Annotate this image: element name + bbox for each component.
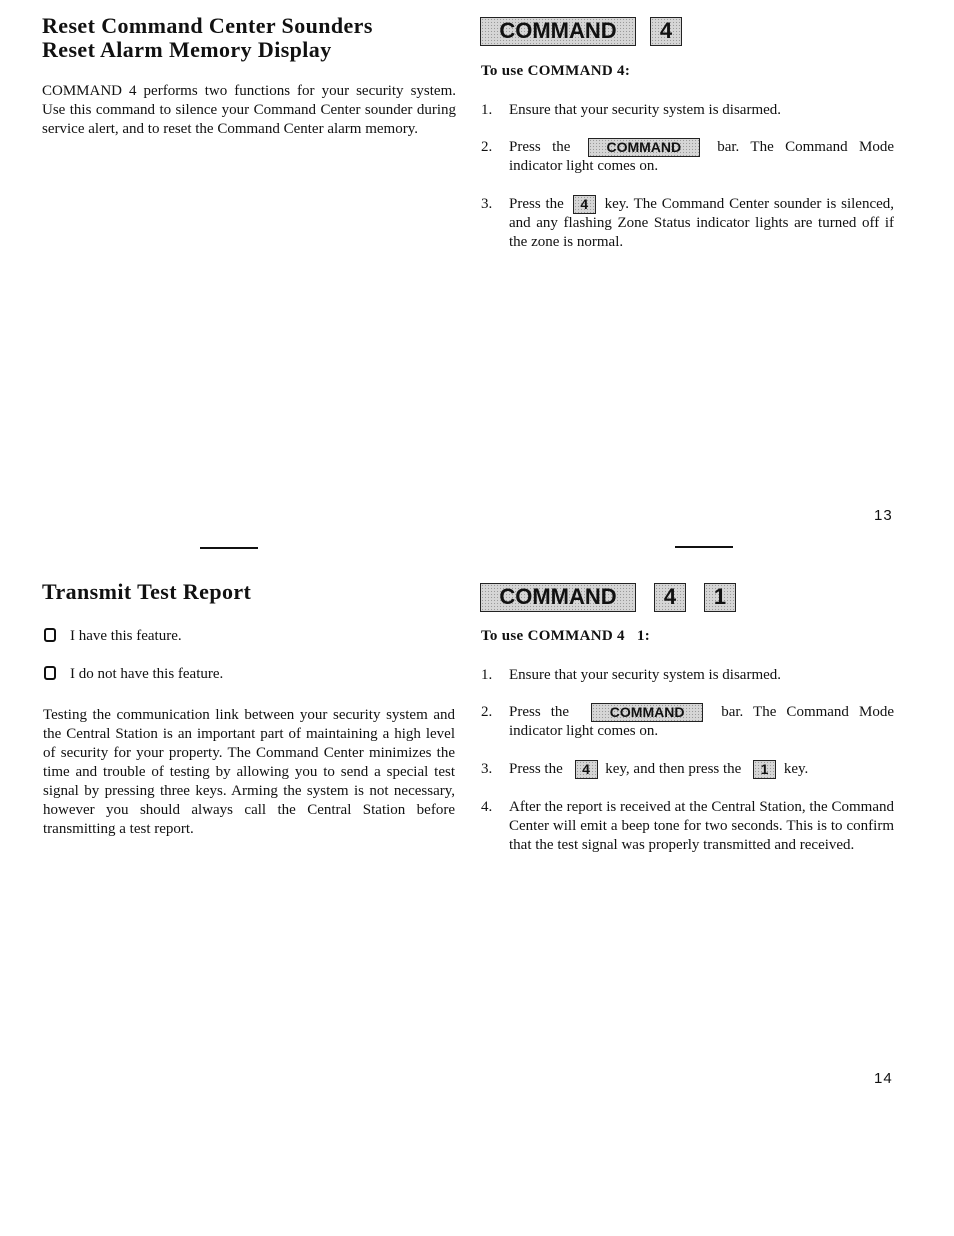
step-2 (481, 138, 894, 178)
step-number: 1. (481, 667, 493, 683)
step-text-before: Press the (509, 139, 571, 155)
section-heading: Transmit Test Report (42, 579, 252, 604)
step-text-after: key. The Command Center sounder is silenced, and any flashing Zone Status indicator lights are turned off if the zone is normal. (509, 196, 895, 251)
step-number: 3. (481, 196, 493, 212)
intro-paragraph: COMMAND 4 performs two functions for your security system. Use this command to silence your Command Center sounder during service alert, and to reset the Command Center alarm memory. (42, 83, 456, 137)
step-number: 1. (481, 102, 493, 118)
procedure-subhead: To use COMMAND 4 1: (481, 628, 651, 644)
step-text: Ensure that your security system is disarmed. (509, 667, 782, 683)
key-1: 1 (704, 583, 736, 612)
key-4-inline: 4 (573, 195, 596, 214)
command-key-banner (480, 583, 736, 612)
divider-mark-right (675, 546, 733, 548)
divider-mark-left (200, 547, 258, 549)
heading-line-2: Reset Alarm Memory Display (42, 37, 332, 62)
command-key-inline: COMMAND (588, 138, 700, 157)
step-text-before: Press the (509, 761, 563, 777)
step-4 (481, 798, 894, 878)
step-text: Ensure that your security system is disarmed. (509, 102, 782, 118)
section-heading (42, 14, 462, 62)
step-text-before: Press the (509, 196, 564, 212)
step-number: 4. (481, 799, 493, 815)
step-text-after: key. (783, 761, 809, 777)
step-number: 2. (481, 704, 493, 720)
page-number: 13 (874, 507, 893, 524)
step-1 (481, 101, 894, 121)
option-have-label: I have this feature. (70, 628, 182, 644)
step-number: 2. (481, 139, 493, 155)
heading-line-1: Reset Command Center Sounders (42, 13, 373, 38)
intro-paragraph: Testing the communication link between your security system and the Central Station is an important part of maintaining a high level of security for your property. The Command Center minimizes the time and trouble of testing by allowing you to send a special test signal by pressing three keys. Arming the system is not necessary, however you should always call the Central Station before transmitting a test report. (43, 707, 455, 837)
procedure-subhead: To use COMMAND 4: (481, 63, 631, 79)
key-4: 4 (654, 583, 686, 612)
option-not-label: I do not have this feature. (70, 666, 224, 682)
step-1 (481, 666, 894, 686)
checkbox-have-feature[interactable] (44, 628, 56, 642)
step-text-middle: key, and then press the (605, 761, 742, 777)
step-text-after: bar. The Command Mode indicator light comes on. (509, 704, 894, 740)
key-1-inline: 1 (753, 760, 776, 779)
step-3 (481, 760, 894, 780)
command-key-banner (480, 17, 682, 46)
command-key: COMMAND (480, 17, 636, 46)
step-3 (481, 195, 894, 255)
step-number: 3. (481, 761, 493, 777)
command-key: COMMAND (480, 583, 636, 612)
key-4-inline: 4 (575, 760, 598, 779)
step-text-after: bar. The Command Mode indicator light comes on. (509, 139, 895, 175)
step-text: After the report is received at the Central Station, the Command Center will emit a beep tone for two seconds. This is to confirm that the test signal was properly transmitted and received. (509, 799, 894, 853)
command-key-inline: COMMAND (591, 703, 703, 722)
checkbox-not-have-feature[interactable] (44, 666, 56, 680)
step-text-before: Press the (509, 704, 570, 720)
key-4: 4 (650, 17, 682, 46)
page-number: 14 (874, 1070, 893, 1087)
step-2 (481, 703, 894, 743)
